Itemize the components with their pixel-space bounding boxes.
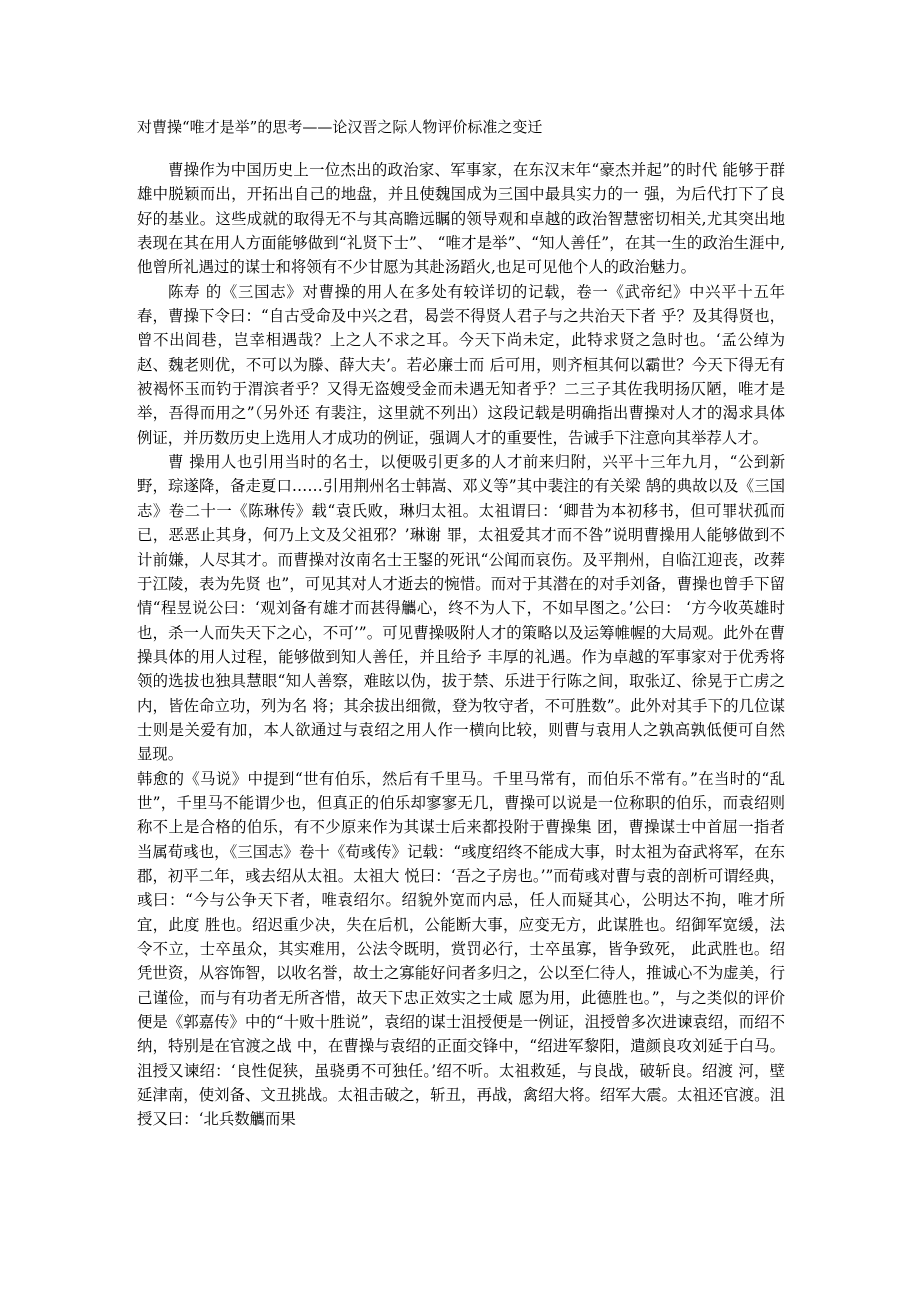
document-body [137,158,785,1132]
paragraph-1: 曹操作为中国历史上一位杰出的政治家、军事家，在东汉末年“豪杰并起”的时代 能够于群雄中脱颖而出，开拓出自己的地盘，并且使魏国成为三国中最具实力的一 强，为后代打下了良好的基业。这些成就的取得无不与其高瞻远瞩的领导观和卓越的政治智慧密切相关,尤其突出地表现在其在用人方面能够做到“礼贤下士”、 “唯才是举”、“知人善任”，在其一生的政治生涯中,他曾所礼遇过的谋士和将领有不少甘愿为其赴汤蹈火,也足可见他个人的政治魅力。 [137,161,785,277]
paragraph-3: 曹 操用人也引用当时的名士，以便吸引更多的人才前来归附，兴平十三年九月，“公到新野，琮遂降，备走夏口……引用荆州名士韩嵩、邓义等”其中裴注的有关梁 鹄的典故以及《三国志》卷二十一《陈琳传》载“袁氏败，琳归太祖。太祖谓曰：‘卿昔为本初移书，但可罪状孤而已，恶恶止其身，何乃上文及父祖邪？’琳谢 罪，太祖爱其才而不咎”说明曹操用人能够做到不计前嫌，人尽其才。而曹操对汝南名士王鋻的死讯“公闻而哀伤。及平荆州，自临江迎丧，改葬于江陵，表为先贤 也”，可见其对人才逝去的惋惜。而对于其潜在的对手刘备，曹操也曾手下留情“程昱说公曰：‘观刘备有雄才而甚得觿心，终不为人下，不如早图之。’公曰： ‘方今收英雄时也，杀一人而失天下之心，不可’”。可见曹操吸附人才的策略以及运筹帷幄的大局观。此外在曹操具体的用人过程，能够做到知人善任，并且给予 丰厚的礼遇。作为卓越的军事家对于优秀将领的选拔也独具慧眼“知人善察，难眩以伪，拔于禁、乐进于行陈之间，取张辽、徐晃于亡虏之内，皆佐命立功，列为名 将；其余拔出细微，登为牧守者，不可胜数”。此外对其手下的几位谋士则是关爱有加，本人欲通过与袁绍之用人作一横向比较，则曹与袁用人之孰高孰低便可自然 显现。 [137,453,785,764]
paragraph-4: 韩愈的《马说》中提到“世有伯乐，然后有千里马。千里马常有，而伯乐不常有。”在当时的“乱 世”，千里马不能谓少也，但真正的伯乐却寥寥无几，曹操可以说是一位称职的伯乐，而袁绍则称不上是合格的伯乐，有不少原来作为其谋士后来都投附于曹操集 团，曹操谋士中首屈一指者当属荀彧也，《三国志》卷十《荀彧传》记载：“彧度绍终不能成大事，时太祖为奋武将军，在东郡，初平二年，彧去绍从太祖。太祖大 悦曰：‘吾之子房也。’”而荀彧对曹与袁的剖析可谓经典，彧曰：“今与公争天下者，唯袁绍尔。绍貌外宽而内忌，任人而疑其心，公明达不拘，唯才所宜，此度 胜也。绍迟重少决，失在后机，公能断大事，应变无方，此谋胜也。绍御军宽缓，法令不立，士卒虽众，其实难用，公法令既明，赏罚必行，士卒虽寡，皆争致死， 此武胜也。绍凭世资，从容饰智，以收名誉，故士之寡能好问者多归之，公以至仁待人，推诚心不为虚美，行己谨俭，而与有功者无所吝惜，故天下忠正效实之士咸 愿为用，此德胜也。”，与之类似的评价便是《郭嘉传》中的“十败十胜说”，袁绍的谋士沮授便是一例证，沮授曾多次进谏袁绍，而绍不纳，特别是在官渡之战 中，在曹操与袁绍的正面交锋中，“绍进军黎阳，遣颜良攻刘延于白马。沮授又谏绍：‘良性促狭，虽骁勇不可独任。’绍不听。太祖救延，与良战，破斩良。绍渡 河，壁延津南，使刘备、文丑挑战。太祖击破之，斩丑，再战，禽绍大将。绍军大震。太祖还官渡。沮授又曰：‘北兵数觿而果 [137,769,785,1129]
document-title: 对曹操“唯才是举”的思考——论汉晋之际人物评价标准之变迁 [137,118,543,136]
paragraph-2: 陈寿 的《三国志》对曹操的用人在多处有较详切的记载，卷一《武帝纪》中兴平十五年春，曹操下令曰：“自古受命及中兴之君，曷尝不得贤人君子与之共治天下者 乎？及其得贤也，曾不出闾巷，岂幸相遇哉？上之人不求之耳。今天下尚未定，此特求贤之急时也。‘孟公绰为赵、魏老则优，不可以为滕、薛大夫’。若必廉士而 后可用，则齐桓其何以霸世？今天下得无有被褐怀玉而钓于渭滨者乎？又得无盗嫂受金而未遇无知者乎？二三子其佐我明扬仄陋，唯才是举，吾得而用之”（另外还 有裴注，这里就不列出）这段记载是明确指出曹操对人才的渴求具体例证，并历数历史上选用人才成功的例证，强调人才的重要性，告诫手下注意向其举荐人才。 [137,282,785,447]
